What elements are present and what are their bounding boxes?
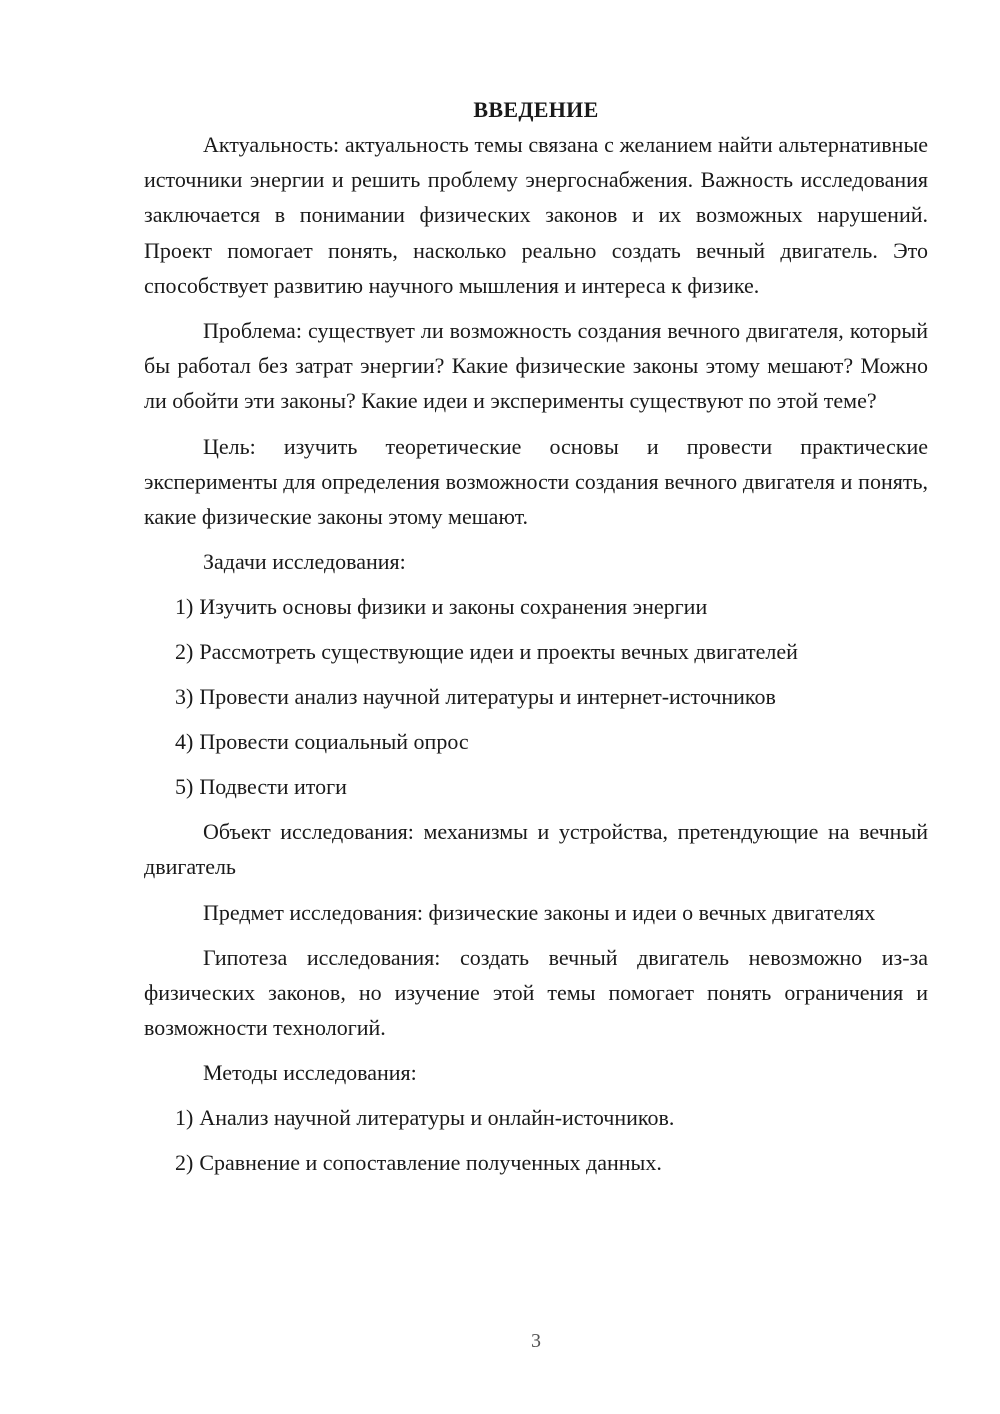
- list-item-number: 3): [175, 684, 194, 710]
- list-item: [144, 1100, 928, 1135]
- list-item-number: 2): [175, 639, 194, 665]
- list-item-number: 1): [175, 594, 194, 620]
- list-item: [144, 724, 928, 759]
- document-page: [144, 92, 928, 1190]
- list-item: [144, 679, 928, 714]
- list-item-text: Анализ научной литературы и онлайн-источников.: [199, 1105, 675, 1131]
- problem-paragraph: Проблема: существует ли возможность создания вечного двигателя, который бы работал без затрат энергии? Какие физические законы этому мешают? Можно ли обойти эти законы? Какие идеи и эксперименты существуют по этой теме?: [144, 318, 928, 414]
- relevance-paragraph: Актуальность: актуальность темы связана с желанием найти альтернативные источники энергии и решить проблему энергоснабжения. Важность исследования заключается в понимании физических законов и их возможных нарушений. Проект помогает понять, насколько реально создать вечный двигатель. Это способствует развитию научного мышления и интереса к физике.: [144, 132, 928, 298]
- page-number: 3: [531, 1330, 541, 1352]
- list-item: [144, 1145, 928, 1180]
- list-item-text: Сравнение и сопоставление полученных данных.: [199, 1150, 662, 1176]
- object-paragraph: Объект исследования: механизмы и устройства, претендующие на вечный двигатель: [144, 819, 928, 880]
- list-item-number: 2): [175, 1150, 194, 1176]
- methods-list: [144, 1100, 928, 1180]
- list-item-number: 1): [175, 1105, 194, 1131]
- methods-heading: Методы исследования:: [203, 1060, 417, 1086]
- list-item-text: Подвести итоги: [199, 774, 347, 800]
- goal-paragraph: Цель: изучить теоретические основы и провести практические эксперименты для определения возможности создания вечного двигателя и понять, какие физические законы этому мешают.: [144, 433, 928, 530]
- section-title: ВВЕДЕНИЕ: [473, 97, 599, 122]
- tasks-heading: Задачи исследования:: [203, 549, 406, 575]
- list-item: [144, 769, 928, 804]
- subject-paragraph: Предмет исследования: физические законы и идеи о вечных двигателях: [203, 899, 876, 925]
- list-item-text: Провести социальный опрос: [199, 729, 469, 755]
- list-item-number: 5): [175, 774, 194, 800]
- list-item-text: Провести анализ научной литературы и интернет-источников: [199, 684, 776, 710]
- list-item-text: Рассмотреть существующие идеи и проекты вечных двигателей: [199, 639, 798, 665]
- hypothesis-paragraph: Гипотеза исследования: создать вечный двигатель невозможно из-за физических законов, но изучение этой темы помогает понять ограничения и возможности технологий.: [144, 944, 928, 1041]
- list-item: [144, 589, 928, 624]
- list-item: [144, 634, 928, 669]
- tasks-list: [144, 589, 928, 804]
- list-item-number: 4): [175, 729, 194, 755]
- list-item-text: Изучить основы физики и законы сохранения энергии: [199, 594, 708, 620]
